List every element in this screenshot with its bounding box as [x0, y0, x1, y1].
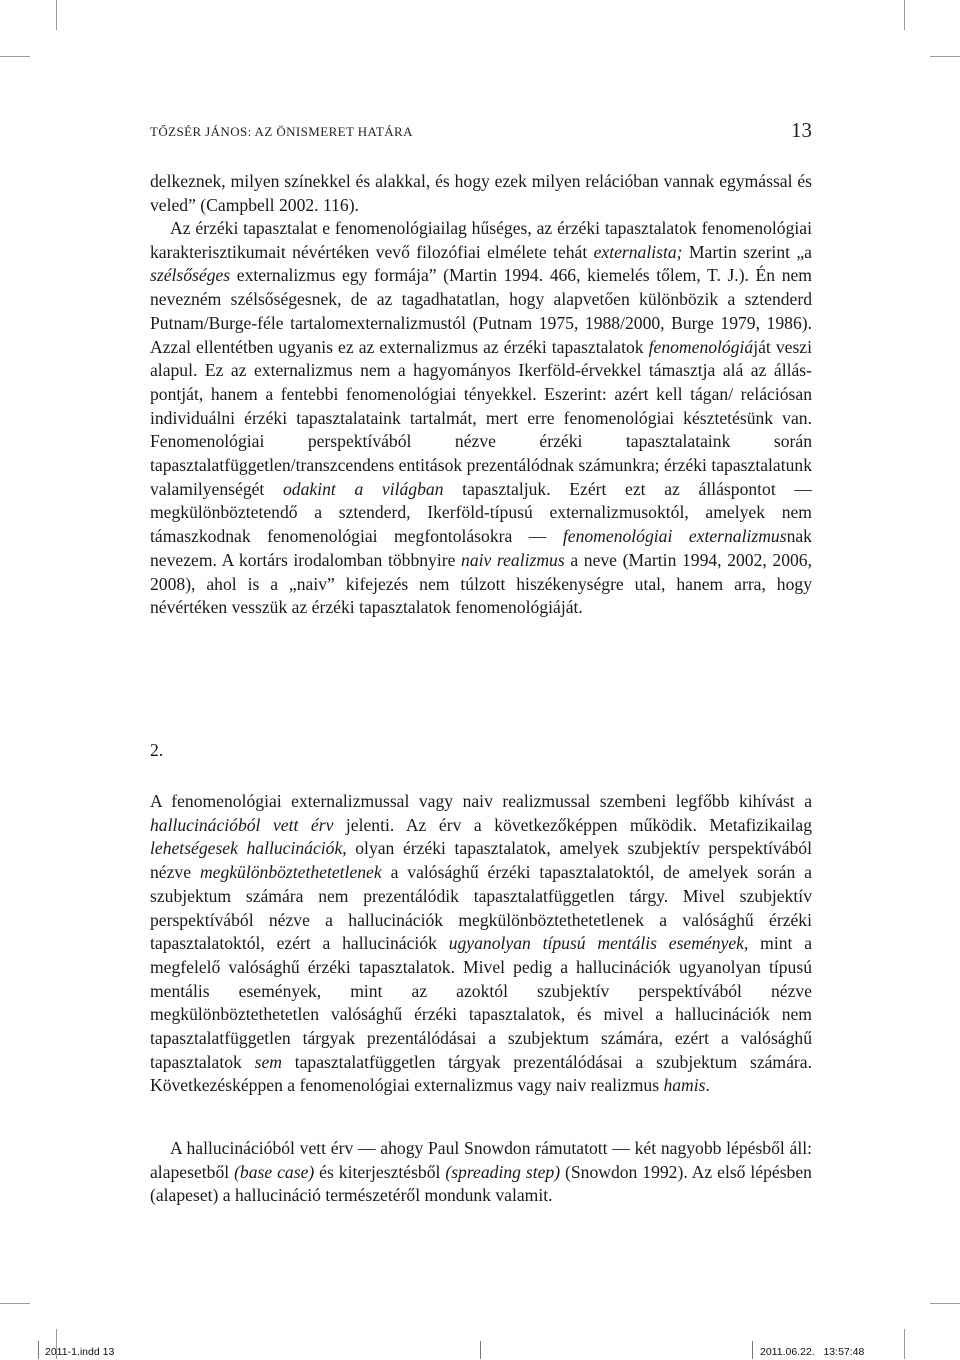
text-run: olyan érzéki tapasztalatok, amelyek szubjektív perspektívából nézve: [150, 838, 812, 883]
emphasis: odakint a világban: [283, 478, 444, 499]
text-run: externalizmus egy formája” (Martin 1994. 466, kiemelés tőlem, T. J.). Én nem nevezném szélsőségesnek, de az tagadhatatlan, hogy alapvetően különbözik a sztenderd Putnam/Burge-féle tartalomexternalizmustól (Putnam 1975, 1988/2000, Burge 1979, 1986). Azzal ellentétben ugyanis ez az externalizmus az érzéki tapasztalatok: [150, 265, 812, 357]
text-run: nak nevezem. A kortárs irodalomban többnyire: [150, 526, 812, 570]
text-run: Az érzéki tapasztalat e fenomenológiailag hűséges, az érzéki tapasztalatok fenomenológiai karakterisztikumait névértéken vevő filozófiai elmélete tehát: [150, 218, 812, 262]
section-number: 2.: [150, 740, 164, 760]
emphasis: (spreading step): [445, 1161, 561, 1182]
emphasis: megkülönböztethetetlenek: [199, 862, 382, 883]
emphasis: szélsőséges: [150, 265, 231, 286]
crop-mark: [930, 56, 960, 57]
emphasis: naiv realizmus: [461, 549, 565, 570]
text-run: A hallucinációból vett érv — ahogy Paul Snowdon rámutatott — két nagyobb lépésből áll: alapesetből: [150, 1138, 812, 1182]
emphasis: hallucinációból vett érv: [150, 814, 334, 835]
text-run: és kiterjesztésből: [314, 1161, 446, 1182]
slug-separator: [38, 1341, 39, 1359]
text-run: a neve (Martin 1994, 2002, 2006, 2008), ahol is a „naiv” kifejezés nem túlzott hiszékenységre utal, hanem arra, hogy névértéken vesszük az érzéki tapasztalatok fenomenológiáját.: [150, 549, 812, 618]
paragraph-hallucination-argument: [150, 790, 812, 1098]
emphasis: externalista;: [593, 241, 683, 262]
print-slug: [0, 1340, 960, 1360]
text-run: ját veszi alapul. Ez az externalizmus nem a hagyományos Ikerföld-érvekkel támasztja alá az álláspontját, hanem a fentebbi fenomenológiai tényekkel. Eszerint: azért kell tágan/ relációsan individuálni érzéki tapasztalataink tartalmát, mert erre fenomenológiai késztetésünk van. Fenomenológiai perspektívából nézve érzéki tapasztalataink során tapasztalatfüggetlen/transzcendens entitások prezentálódnak számunkra; érzéki tapasztalatunk valamilyenségét: [150, 336, 812, 499]
slug-file: 2011-1.indd 13: [45, 1346, 115, 1358]
emphasis: fenomenológiai externalizmus: [562, 526, 787, 547]
text-run: , mint a megfelelő valósághű érzéki tapasztalatok. Mivel pedig a hallucinációk ugyanolyan típusú mentális események, mint az azoktól szubjektív perspektívából nézve megkülönböztethetetlen valósághű érzéki tapasztalatok, és mivel a hallucinációk nem tapasztalatfüggetlen tárgyak prezentálódásai a szubjektum számára, ezért a valósághű tapasztalatok: [150, 933, 813, 1072]
text-run: delkeznek, milyen színekkel és alakkal, és hogy ezek milyen relációban vannak egymással és veled” (Campbell 2002. 116).: [150, 171, 812, 215]
page-number: 13: [791, 118, 812, 142]
emphasis: (base case): [234, 1161, 315, 1182]
emphasis: ugyanolyan típusú mentális események: [448, 933, 744, 954]
text-run: Martin szerint „a: [682, 241, 812, 262]
crop-mark: [0, 1303, 30, 1304]
running-header: [150, 118, 812, 142]
slug-date: 2011.06.22.: [760, 1346, 815, 1358]
slug-datetime: [760, 1346, 864, 1358]
text-run: a valósághű érzéki tapasztalatoktól, de amelyek során a szubjektum számára nem prezentálódik tapasztalatfüggetlen tárgy. Mivel szubjektív perspektívából nézve a hallucinációk megkülönböztethetetlenek a valósághű érzéki tapasztalatoktól, ezért a hallucinációk: [150, 862, 812, 954]
crop-mark: [904, 0, 905, 30]
text-run: tapasztalatfüggetlen tárgyak prezentálódásai a szubjektum számára. Következésképpen a fenomenológiai externalizmus vagy naiv realizmus: [150, 1051, 812, 1096]
emphasis: hamis: [663, 1075, 706, 1096]
paragraph-continuation: [150, 170, 812, 217]
crop-mark: [930, 1303, 960, 1304]
slug-separator: [752, 1341, 753, 1359]
paragraph-snowdon: [150, 1137, 812, 1208]
text-run: A fenomenológiai externalizmussal vagy naiv realizmussal szembeni legfőbb kihívást a: [150, 791, 812, 811]
text-run: tapasztaljuk. Ezért ezt az álláspontot — megkülönböztetendő a sztenderd, Ikerföld-típusú externalizmusoktól, amelyek nem támaszkodnak fenomenológiai megfontolásokra —: [150, 478, 813, 547]
paragraph-externalism: [150, 217, 812, 620]
emphasis: sem: [254, 1051, 282, 1072]
crop-mark: [0, 56, 30, 57]
text-run: (Snowdon 1992). Az első lépésben (alapeset) a hallucináció természetéről mondunk valamit.: [150, 1161, 812, 1206]
emphasis: fenomenológiá: [648, 336, 754, 357]
text-run: jelenti. Az érv a következőképpen működik. Metafizikailag: [333, 814, 812, 835]
slug-separator: [480, 1341, 481, 1359]
running-title: TŐZSÉR JÁNOS: AZ ÖNISMERET HATÁRA: [150, 124, 413, 139]
emphasis: lehetségesek hallucinációk,: [150, 838, 347, 859]
text-run: .: [705, 1075, 710, 1096]
slug-time: 13:57:48: [823, 1346, 865, 1358]
crop-mark: [56, 0, 57, 30]
